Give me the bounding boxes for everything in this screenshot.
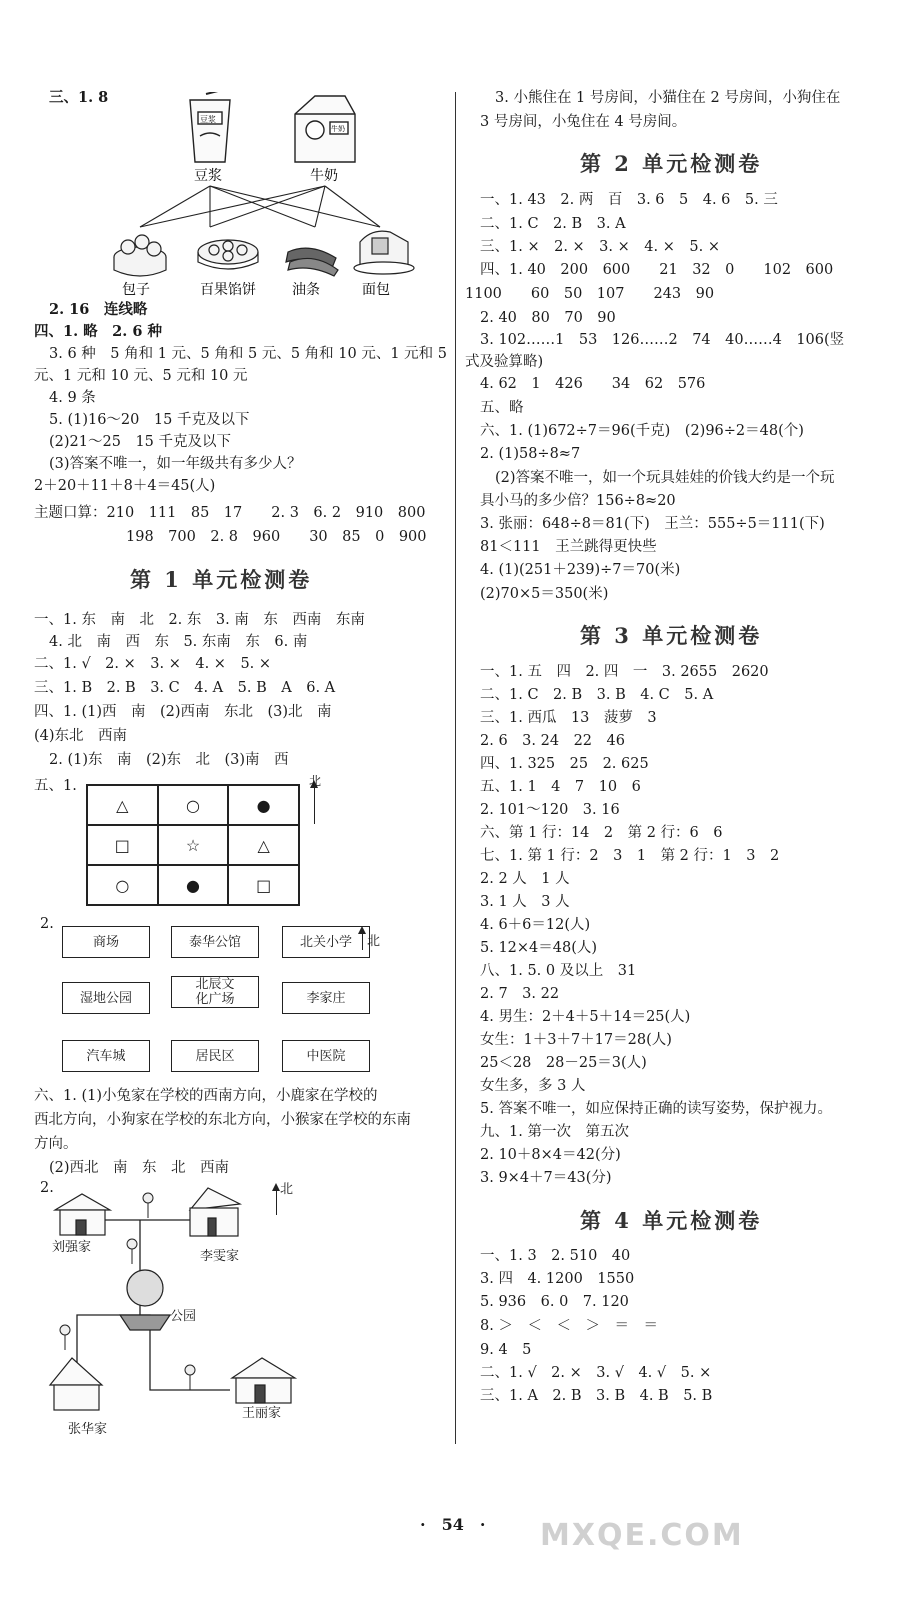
answer-line: 8. ＞ ＜ ＜ ＞ ＝ ＝ (480, 1318, 658, 1334)
answer-line: 2. (40, 1180, 54, 1196)
grid-cell: ☆ (158, 825, 229, 865)
answer-line: 2. (40, 916, 54, 932)
house-icon (190, 1188, 240, 1236)
answer-line: 女生：1＋3＋7＋17＝28(人) (480, 1032, 672, 1048)
north-label: 北 (309, 774, 322, 788)
answer-line: 八、1. 5. 0 及以上 31 (480, 963, 637, 979)
drink-label: 牛奶 (310, 168, 338, 184)
answer-line: 五、1. (34, 778, 77, 794)
map-place-box: 汽车城 (62, 1040, 150, 1072)
answer-line: 198 700 2. 8 960 30 85 0 900 (126, 529, 427, 545)
map-place-box: 李家庄 (282, 982, 370, 1014)
answer-line: 一、1. 东 南 北 2. 东 3. 南 东 西南 东南 (34, 612, 365, 628)
answer-line: 九、1. 第一次 第五次 (480, 1124, 629, 1140)
answer-line: 六、1. (1)672÷7＝96(千克) (2)96÷2＝48(个) (480, 423, 804, 439)
answer-line: 主题口算：210 111 85 17 2. 3 6. 2 910 800 (34, 505, 426, 521)
answer-line: 二、1. √ 2. × 3. × 4. × 5. × (34, 656, 272, 672)
answer-line: 四、1. 略 2. 6 种 (34, 323, 163, 340)
answer-line: 三、1. 8 (49, 89, 109, 106)
column-divider (455, 92, 456, 1444)
answer-line: 3. 小熊住在 1 号房间，小猫住在 2 号房间，小狗住在 (495, 90, 841, 106)
answer-line: 二、1. √ 2. × 3. √ 4. √ 5. × (480, 1365, 712, 1381)
answer-line: 三、1. A 2. B 3. B 4. B 5. B (480, 1388, 713, 1404)
map-place-box: 北关小学 (282, 926, 370, 958)
answer-line: (4)东北 西南 (34, 728, 128, 744)
map-place-box: 中医院 (282, 1040, 370, 1072)
answer-line: (2)答案不唯一，如一个玩具娃娃的价钱大约是一个玩 (495, 470, 835, 486)
answer-line: 9. 4 5 (480, 1342, 532, 1358)
answer-line: 2. (1)58÷8≈7 (480, 446, 581, 462)
answer-line: 四、1. 40 200 600 21 32 0 102 600 (480, 262, 834, 278)
answer-line: 方向。 (34, 1136, 78, 1152)
answer-line: 5. 12×4＝48(人) (480, 940, 598, 956)
map-place-box: 居民区 (171, 1040, 259, 1072)
answer-line: 5. 答案不唯一，如应保持正确的读写姿势，保护视力。 (480, 1101, 832, 1117)
fruit-pie-icon (198, 240, 258, 269)
answer-line: 3 号房间，小兔住在 4 号房间。 (480, 114, 687, 130)
shape-grid (86, 784, 300, 906)
cup-label: 豆浆 (200, 115, 216, 124)
grid-cell: △ (228, 825, 299, 865)
answer-line: 4. 6＋6＝12(人) (480, 917, 591, 933)
house-icon (232, 1358, 295, 1403)
youtiao-icon (286, 248, 338, 276)
answer-line: 二、1. C 2. B 3. B 4. C 5. A (480, 687, 714, 703)
answer-line: 4. (1)(251＋239)÷7＝70(米) (480, 562, 681, 578)
answer-line: 3. 9×4＋7＝43(分) (480, 1170, 612, 1186)
baozi-icon (114, 235, 166, 276)
answer-line: 六、1. (1)小兔家在学校的西南方向，小鹿家在学校的 (34, 1088, 378, 1104)
answer-line: 25＜28 28－25＝3(人) (480, 1055, 647, 1071)
section-heading: 第 2 单元检测卷 (580, 151, 763, 176)
north-arrow-icon (362, 928, 363, 950)
route-place-label: 李雯家 (200, 1249, 240, 1264)
grid-cell: ○ (87, 865, 158, 905)
answer-line: 4. 62 1 426 34 62 576 (480, 376, 706, 392)
answer-line: 元、1 元和 10 元、5 元和 10 元 (34, 368, 248, 384)
answer-line: 西北方向，小狗家在学校的东北方向，小猴家在学校的东南 (34, 1112, 411, 1128)
answer-line: (2)21～25 15 千克及以下 (49, 434, 231, 450)
answer-line: 2. 7 3. 22 (480, 986, 560, 1002)
food-label: 油条 (292, 282, 320, 297)
answer-line: 2. 40 80 70 90 (480, 310, 616, 326)
answer-line: 四、1. (1)西 南 (2)西南 东北 (3)北 南 (34, 704, 332, 720)
answer-line: 四、1. 325 25 2. 625 (480, 756, 649, 772)
answer-line: (2)西北 南 东 北 西南 (49, 1160, 230, 1176)
answer-line: 1100 60 50 107 243 90 (465, 286, 715, 302)
answer-line: 2. 10＋8×4＝42(分) (480, 1147, 621, 1163)
answer-line: 五、1. 1 4 7 10 6 (480, 779, 641, 795)
north-label: 北 (280, 1182, 294, 1197)
bread-icon (354, 231, 414, 274)
food-label: 包子 (122, 282, 150, 297)
grid-cell: ● (228, 785, 299, 825)
answer-line: 2. (1)东 南 (2)东 北 (3)南 西 (49, 752, 289, 768)
answer-line: 一、1. 五 四 2. 四 一 3. 2655 2620 (480, 664, 769, 680)
matching-figure (110, 92, 420, 297)
answer-line: 4. 9 条 (49, 390, 96, 406)
answer-line: (2)70×5＝350(米) (480, 586, 609, 602)
answer-line: 女生多，多 3 人 (480, 1078, 586, 1094)
route-place-label: 刘强家 (52, 1240, 92, 1255)
map-place-box: 泰华公馆 (171, 926, 259, 958)
answer-line: 七、1. 第 1 行：2 3 1 第 2 行：1 3 2 (480, 848, 780, 864)
route-place-label: 张华家 (68, 1422, 108, 1437)
answer-line: 一、1. 3 2. 510 40 (480, 1248, 631, 1264)
answer-line: 式及验算略) (465, 354, 544, 370)
north-arrow-icon (276, 1185, 277, 1215)
section-heading: 第 3 单元检测卷 (580, 623, 763, 648)
answer-line: 三、1. × 2. × 3. × 4. × 5. × (480, 239, 720, 255)
answer-line: 5. (1)16～20 15 千克及以下 (49, 412, 250, 428)
answer-line: 4. 北 南 西 东 5. 东南 东 6. 南 (49, 634, 308, 650)
connection-lines (140, 186, 380, 227)
answer-line: 3. 张丽：648÷8＝81(下) 王兰：555÷5＝111(下) (480, 516, 825, 532)
milk-carton-icon (295, 96, 355, 162)
page-number: · 54 · (420, 1515, 486, 1534)
answer-line: 81＜111 王兰跳得更快些 (480, 539, 657, 555)
food-label: 百果馅饼 (200, 282, 256, 297)
answer-line: (3)答案不唯一，如一年级共有多少人？ (49, 456, 302, 472)
grid-cell: △ (87, 785, 158, 825)
answer-line: 3. 102……1 53 126……2 74 40……4 106(竖 (480, 332, 845, 348)
carton-label: 牛奶 (331, 125, 345, 133)
food-label: 面包 (362, 282, 390, 297)
answer-line: 一、1. 43 2. 两 百 3. 6 5 4. 6 5. 三 (480, 192, 778, 208)
drink-label: 豆浆 (194, 168, 222, 184)
grid-cell: ○ (158, 785, 229, 825)
section-heading: 第 4 单元检测卷 (580, 1208, 763, 1233)
answer-line: 二、1. C 2. B 3. A (480, 216, 626, 232)
answer-line: 三、1. 西瓜 13 菠萝 3 (480, 710, 657, 726)
answer-line: 三、1. B 2. B 3. C 4. A 5. B A 6. A (34, 680, 336, 696)
house-icon (55, 1194, 110, 1235)
answer-line: 六、第 1 行：14 2 第 2 行：6 6 (480, 825, 723, 841)
answer-line: 4. 男生：2＋4＋5＋14＝25(人) (480, 1009, 691, 1025)
map-place-box: 北辰文 化广场 (171, 976, 259, 1008)
route-place-label: 王丽家 (242, 1406, 282, 1421)
answer-line: 2. 101～120 3. 16 (480, 802, 620, 818)
answer-line: 3. 6 种 5 角和 1 元、5 角和 5 元、5 角和 10 元、1 元和 5 (49, 346, 448, 362)
route-place-label: 公园 (170, 1309, 197, 1324)
answer-line: 2. 16 连线略 (49, 301, 148, 318)
watermark (540, 1518, 744, 1553)
answer-line: 3. 1 人 3 人 (480, 894, 570, 910)
answer-line: 2. 2 人 1 人 (480, 871, 570, 887)
house-icon (50, 1358, 102, 1410)
answer-line: 2. 6 3. 24 22 46 (480, 733, 625, 749)
park-icon (120, 1270, 170, 1330)
north-label: 北 (367, 934, 381, 949)
answer-line: 具小马的多少倍？156÷8≈20 (480, 493, 676, 509)
answer-line: 3. 四 4. 1200 1550 (480, 1271, 635, 1287)
section-heading: 第 1 单元检测卷 (130, 567, 313, 592)
map-place-box: 湿地公园 (62, 982, 150, 1014)
answer-line: 五、略 (480, 400, 524, 416)
answer-line: 2＋20＋11＋8＋4＝45(人) (34, 478, 216, 494)
grid-cell: □ (87, 825, 158, 865)
answer-line: 5. 936 6. 0 7. 120 (480, 1294, 629, 1310)
grid-cell: □ (228, 865, 299, 905)
map-place-box: 商场 (62, 926, 150, 958)
grid-cell: ● (158, 865, 229, 905)
watermark-text: MXQE.COM (540, 1518, 744, 1553)
soymilk-cup-icon (190, 92, 230, 162)
